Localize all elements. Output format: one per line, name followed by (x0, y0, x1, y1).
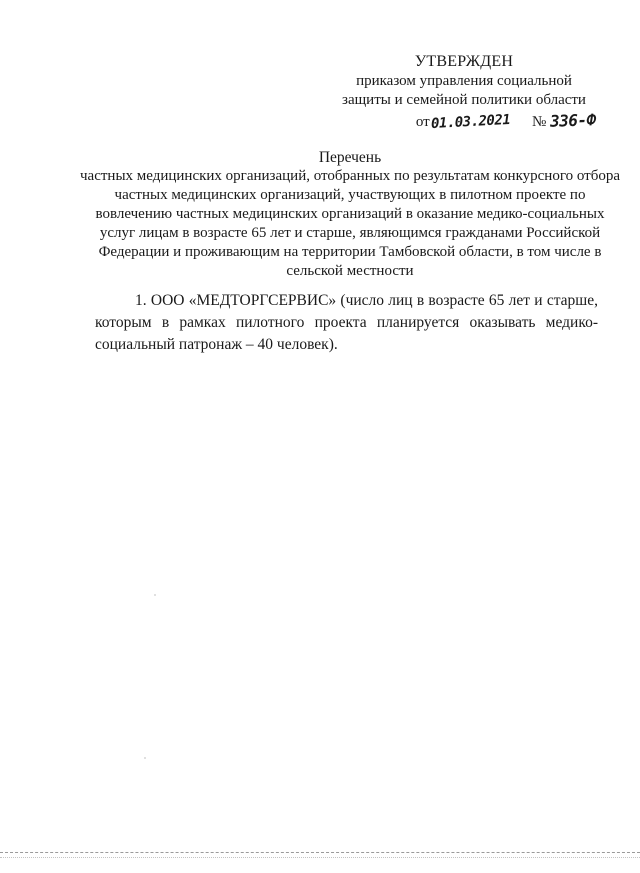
scan-speck (144, 757, 146, 759)
list-description: частных медицинских организаций, отобранных по результатам конкурсного отбора частных медицинских организаций, участвующих в пилотном проекте по вовлечению частных медицинских организаций в оказание медико-социальных услуг лицам в возрасте 65 лет и старше, являющимся гражданами Российской Федерации и проживающим на территории Тамбовской области, в том числе в сельской местности (80, 168, 621, 279)
list-heading: Перечень (318, 149, 382, 166)
scan-edge-line (0, 857, 640, 859)
scan-speck (154, 594, 156, 596)
approval-title: УТВЕРЖДЕН (414, 53, 514, 70)
handwritten-date: 01.03.2021 (430, 111, 511, 133)
list-title-block (80, 148, 620, 281)
scan-edge-line (0, 852, 640, 854)
list-item: 1. ООО «МЕДТОРГСЕРВИС» (число лиц в возрасте 65 лет и старше, которым в рамках пилотного проекта планируется оказывать медико-социальный патронаж – 40 человек). (95, 292, 598, 353)
handwritten-order-number: 336-Ф (550, 110, 597, 131)
approval-line-department: защиты и семейной политики области (342, 92, 586, 108)
date-prefix: от (415, 114, 430, 130)
approval-line-order: приказом управления социальной (356, 73, 572, 89)
approval-stamp (330, 52, 598, 132)
approval-date-number-line (330, 111, 598, 132)
number-prefix: № (532, 114, 547, 130)
